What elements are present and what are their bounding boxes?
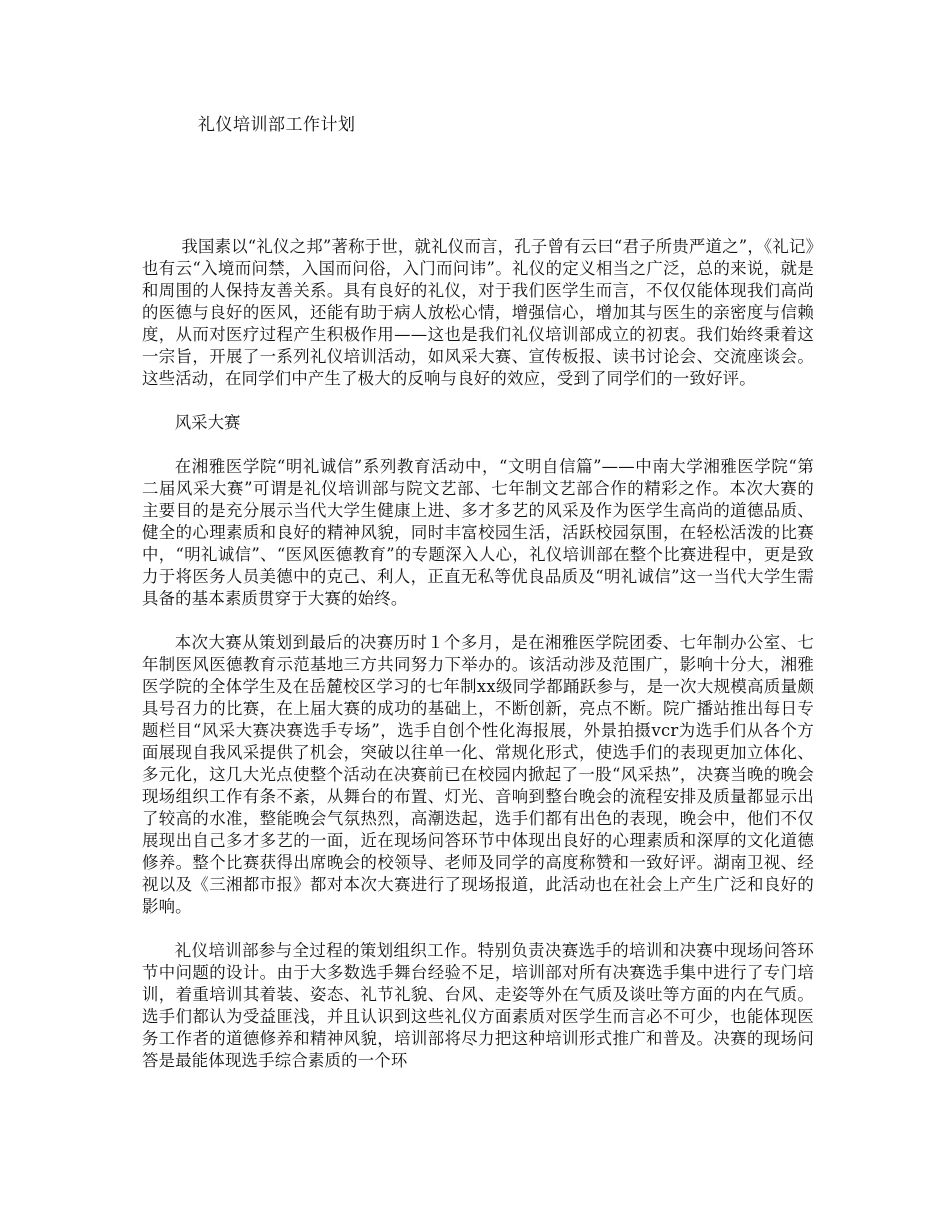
section-paragraph-1: 在湘雅医学院“明礼诚信”系列教育活动中，“文明自信篇”——中南大学湘雅医学院“第二届风采大赛”可谓是礼仪培训部与院文艺部、七年制文艺部合作的精彩之作。本次大赛的主要目的是充分展示当代大学生健康上进、多才多艺的风采及作为医学生高尚的道德品质、健全的心理素质和良好的精神风貌，同时丰富校园生活，活跃校园氛围，在轻松活泼的比赛中，“明礼诚信”、“医风医德教育”的专题深入人心，礼仪培训部在整个比赛进程中，更是致力于将医务人员美德中的克己、利人，正直无私等优良品质及“明礼诚信”这一当代大学生需具备的基本素质贯穿于大赛的始终。 (142, 457, 814, 608)
section-heading: 风采大赛 (174, 413, 241, 432)
document-title: 礼仪培训部工作计划 (198, 115, 356, 135)
section-paragraph-2: 本次大赛从策划到最后的决赛历时１个多月，是在湘雅医学院团委、七年制办公室、七年制医风医德教育示范基地三方共同努力下举办的。该活动涉及范围广，影响十分大，湘雅医学院的全体学生及在岳麓校区学习的七年制xx级同学都踊跃参与，是一次大规模高质量颇具号召力的比赛，在上届大赛的成功的基础上，不断创新，亮点不断。院广播站推出每日专题栏目“风采大赛决赛选手专场”，选手自创个性化海报展，外景拍摄vcr为选手们从各个方面展现自我风采提供了机会，突破以往单一化、常规化形式，使选手们的表现更加立体化、多元化，这几大光点使整个活动在决赛前已在校园内掀起了一股“风采热”，决赛当晚的晚会现场组织工作有条不紊，从舞台的布置、灯光、音响到整台晚会的流程安排及质量都显示出了较高的水准，整能晚会气氛热烈，高潮迭起，选手们都有出色的表现，晚会中，他们不仅展现出自己多才多艺的一面，近在现场问答环节中体现出良好的心理素质和深厚的文化道德修养。整个比赛获得出席晚会的校领导、老师及同学的高度称赞和一致好评。湖南卫视、经视以及《三湘都市报》都对本次大赛进行了现场报道，此活动也在社会上产生广泛和良好的影响。 (142, 633, 814, 916)
document-body (142, 236, 814, 1094)
section-paragraph-3: 礼仪培训部参与全过程的策划组织工作。特别负责决赛选手的培训和决赛中现场问答环节中问题的设计。由于大多数选手舞台经验不足，培训部对所有决赛选手集中进行了专门培训，着重培训其着装、姿态、礼节礼貌、台风、走姿等外在气质及谈吐等方面的内在气质。选手们都认为受益匪浅，并且认识到这些礼仪方面素质对医学生而言必不可少，也能体现医务工作者的道德修养和精神风貌，培训部将尽力把这种培训形式推广和普及。决赛的现场问答是最能体现选手综合素质的一个环 (142, 941, 814, 1070)
intro-paragraph: 我国素以“礼仪之邦”著称于世，就礼仪而言，孔子曾有云曰“君子所贵严道之”，《礼记》也有云“入境而问禁，入国而问俗，入门而问讳”。礼仪的定义相当之广泛，总的来说，就是和周围的人保持友善关系。具有良好的礼仪，对于我们医学生而言，不仅仅能体现我们高尚的医德与良好的医风，还能有助于病人放松心情，增强信心，增加其与医生的亲密度与信赖度，从而对医疗过程产生积极作用——这也是我们礼仪培训部成立的初衷。我们始终秉着这一宗旨，开展了一系列礼仪培训活动，如风采大赛、宣传板报、读书讨论会、交流座谈会。这些活动，在同学们中产生了极大的反响与良好的效应，受到了同学们的一致好评。 (142, 237, 814, 388)
